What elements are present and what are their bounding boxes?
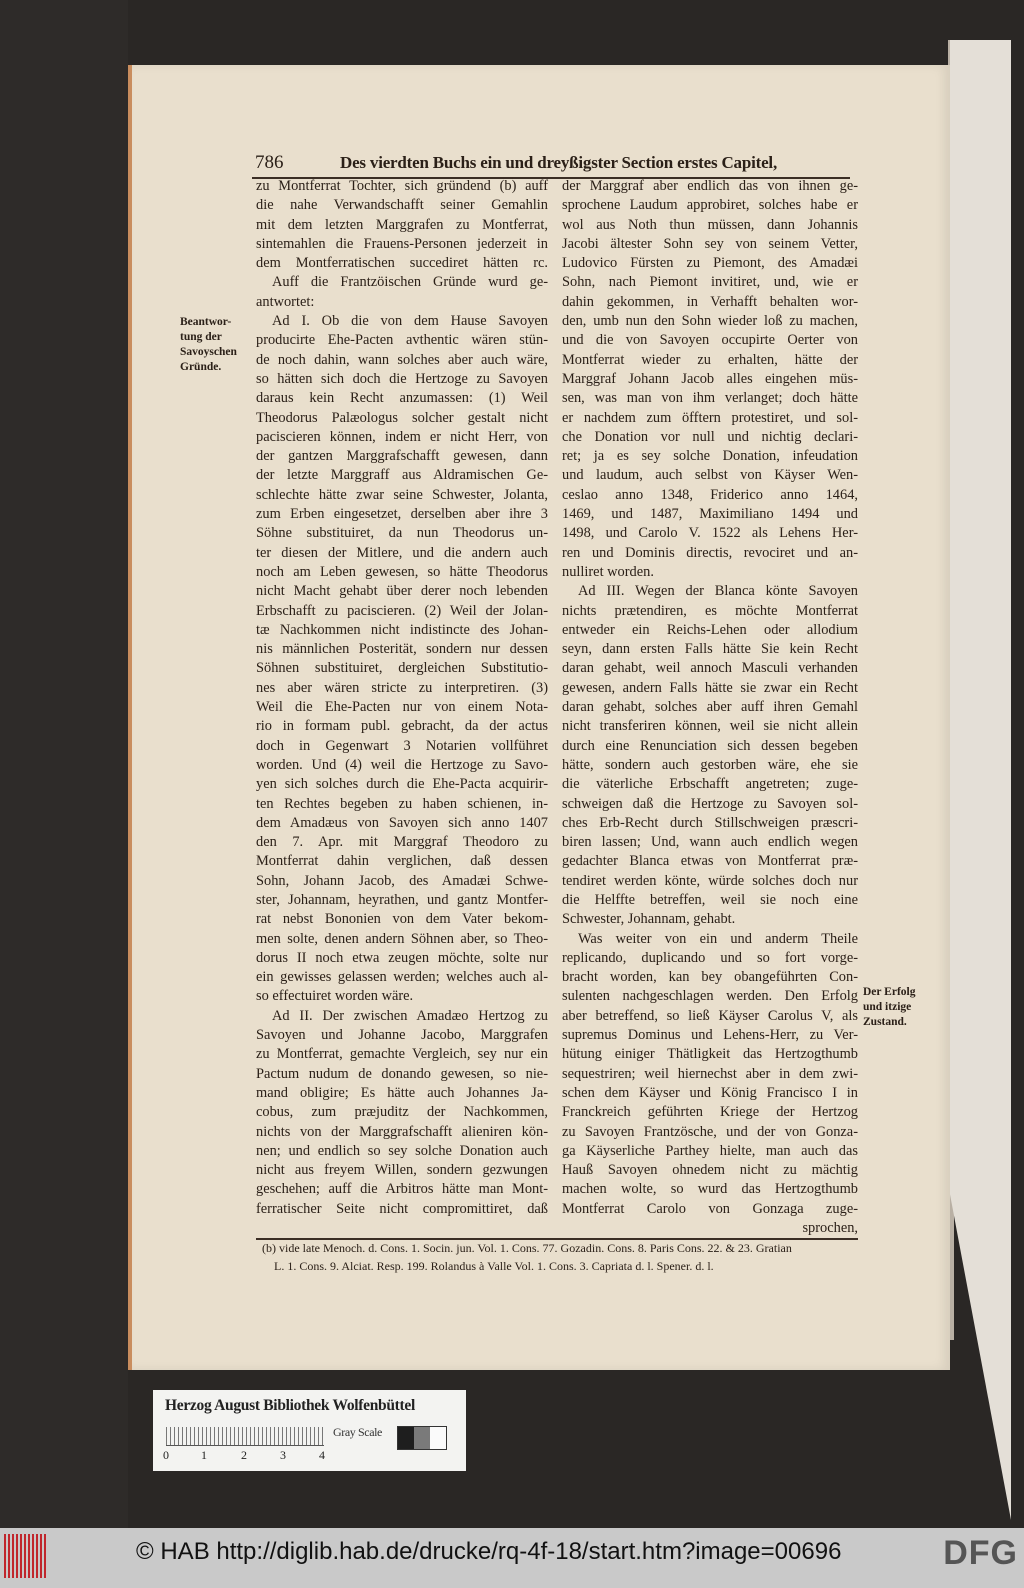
text-line: Ad I. Ob die von dem Hause Savoyen: [272, 313, 548, 330]
text-line: 1498, und Carolo V. 1522 als Lehens Her-: [562, 525, 858, 542]
text-line: Montferrat dahin verglichen, daß dessen: [256, 853, 548, 870]
viewer-footer: [0, 1528, 1024, 1588]
page-header: [255, 152, 850, 178]
text-line: Ad II. Der zwischen Amadæo Hertzog zu: [272, 1007, 548, 1024]
text-line: gewesen, andern Falls hätte sie zwar ein Recht: [562, 679, 858, 696]
copyright-url[interactable]: © HAB http://diglib.hab.de/drucke/rq-4f-18/start.htm?image=00696: [136, 1538, 842, 1565]
text-line: producirte Ehe-Pacten avthentic wären stün-: [256, 332, 548, 349]
footnote: [262, 1239, 858, 1275]
text-line: Weil die Ehe-Pacten nur von einem Nota-: [256, 699, 548, 716]
text-line: der gantzen Marggrafschafft gewesen, dann: [256, 448, 548, 465]
text-line: nicht aus freyem Willen, sondern gezwungen: [256, 1162, 548, 1179]
text-line: worden. Und (4) weil die Hertzoge zu Savo-: [256, 756, 548, 773]
text-line: biren lassen; Und, wann auch endlich wegen: [562, 834, 858, 851]
text-line: so effectuiret worden wäre.: [256, 988, 414, 1005]
margin-note-line: Gründe.: [180, 361, 222, 373]
text-line: aber betreffend, so ließ Käyser Carolus V, als: [562, 1007, 858, 1024]
dfg-logo: DFG: [943, 1534, 1018, 1572]
text-line: replicando, duplicando und so fort vorge-: [562, 949, 858, 966]
text-line: so hätten sich doch die Hertzoge zu Savoyen: [256, 370, 548, 387]
text-line: dorus II noch etwa zeugen möchte, solte nur: [256, 949, 548, 966]
text-line: cobus, zum præjuditz der Nachkommen,: [256, 1104, 548, 1121]
text-line: Sohn, Johann Jacob, des Amadæi Schwe-: [256, 872, 548, 889]
text-line: sulenten nachgeschlagen werden. Den Erfolg: [562, 988, 858, 1005]
text-line: Söhne substituiret, da nun Theodorus un-: [256, 525, 548, 542]
text-line: die väterliche Erbschafft angetreten; zuge-: [562, 776, 858, 793]
text-line: Söhnen substituiret, dergleichen Substitutio-: [256, 660, 548, 677]
text-line: die Helffte betreffen, weil sie noch eine: [562, 891, 858, 908]
text-line: entweder ein Reichs-Lehen oder allodium: [562, 621, 858, 638]
text-line: rat nebst Bononien von dem Vater bekom-: [256, 911, 548, 928]
ruler-number: 4: [319, 1448, 325, 1462]
text-line: Ad III. Wegen der Blanca könte Savoyen: [578, 583, 858, 600]
text-line: sintemahlen die Frauens-Personen jederzeit in: [256, 235, 548, 252]
margin-note-left: [180, 315, 237, 375]
text-line: ster, Johannam, heyrathen, und gantz Montfer-: [256, 891, 548, 908]
library-name: Herzog August Bibliothek Wolfenbüttel: [165, 1397, 415, 1414]
text-line: den 7. Apr. mit Marggraf Theodoro zu: [256, 834, 548, 851]
text-line: die nahe Verwandschafft seiner Gemahlin: [256, 197, 548, 214]
margin-note-line: Der Erfolg: [863, 986, 916, 998]
text-line: dahin gekommen, in Verhafft behalten wor-: [562, 293, 858, 310]
running-title: Des vierdten Buchs ein und dreyßigster Section erstes Capitel,: [340, 153, 777, 172]
facing-page-edge: [950, 40, 1011, 1520]
text-line: nen; und endlich so sey solche Donation auch: [256, 1142, 548, 1159]
library-color-target: [153, 1390, 466, 1471]
text-line: seyn, dann ersten Falls hätte Sie kein Recht: [562, 641, 858, 658]
text-line: Montferrat Carolo von Gonzaga zuge-: [562, 1200, 858, 1217]
text-line: nichts prætendiren, es möchte Montferrat: [562, 602, 858, 619]
margin-note-line: Beantwor-: [180, 316, 232, 328]
text-line: ten Rechtes begeben zu haben schienen, in-: [256, 795, 548, 812]
text-line: paciscieren können, indem er nicht Herr, von: [256, 428, 548, 445]
text-line: schweigen daß die Hertzoge zu Savoyen sol-: [562, 795, 858, 812]
text-column-right: [562, 177, 858, 1238]
text-line: antwortet:: [256, 293, 315, 310]
text-line: dem Amadæus von Savoyen sich anno 1407: [256, 814, 548, 831]
text-line: ferratischer Seite nicht compromittiret, daß: [256, 1200, 548, 1217]
text-line: supremus Dominus und Lehens-Herr, zu Ver-: [562, 1027, 858, 1044]
text-line: Marggraf Johann Jacob alles eingehen müs-: [562, 370, 858, 387]
text-line: er nachdem zum öfftern protestiret, und sol-: [562, 409, 858, 426]
text-line: Erbschafft zu paciscieren. (2) Weil der Jolan-: [256, 602, 548, 619]
text-line: sprochene Laudum approbiret, solches habe er: [562, 197, 858, 214]
text-line: daran gehabt, solches aber auff ihren Gemahl: [562, 699, 858, 716]
text-line: Theodorus Palæologus solcher gestalt nicht: [256, 409, 548, 426]
text-line: zum Erben eingesetzet, derselben aber ihre 3: [256, 506, 548, 523]
text-line: Pactum nudum de donando gewesen, so nie-: [256, 1065, 548, 1082]
hab-logo-icon: [4, 1534, 46, 1578]
text-line: schen dem Käyser und König Francisco I in: [562, 1084, 858, 1101]
text-line: Savoyen und Johanne Jacobo, Marggrafen: [256, 1027, 548, 1044]
text-line: und die von Savoyen occupirte Oerter von: [562, 332, 858, 349]
margin-note-line: und itzige: [863, 1001, 912, 1013]
ruler-number: 3: [280, 1448, 286, 1462]
text-line: sprochen,: [802, 1220, 858, 1237]
text-line: hätte, sondern auch gestorben wäre, ehe sie: [562, 756, 858, 773]
footnote-line: L. 1. Cons. 9. Alciat. Resp. 199. Rolandus à Valle Vol. 1. Cons. 3. Capriata d. l. Spener. d. l.: [274, 1259, 714, 1273]
text-line: den, umb nun den Sohn wieder loß zu machen,: [562, 313, 858, 330]
text-line: sequestriren; weil hiernechst aber in dem zwi-: [562, 1065, 858, 1082]
text-line: machen wolte, so wurd das Hertzogthumb: [562, 1181, 858, 1198]
text-line: schlechte hätte zwar seine Schwester, Jolanta,: [256, 486, 548, 503]
text-line: nes aber wären stricte zu interpretiren. (3): [256, 679, 548, 696]
page-number: 786: [255, 152, 284, 173]
text-line: nis männlichen Posterität, sondern nur dessen: [256, 641, 548, 658]
ruler-number: 1: [201, 1448, 207, 1462]
margin-note-line: Savoyschen: [180, 346, 237, 358]
text-line: zu Montferrat, gemachte Vergleich, sey nur ein: [256, 1046, 548, 1063]
gray-scale-swatch: [397, 1426, 447, 1450]
text-line: Hauß Savoyen ohnedem nicht zu mächtig: [562, 1162, 858, 1179]
text-line: dem Montferratischen succediret hätten rc.: [256, 255, 548, 272]
text-line: Franckreich geführten Kriege der Hertzog: [562, 1104, 858, 1121]
text-line: sen, was man von ihm verlanget; doch hätte: [562, 390, 858, 407]
ruler-number: 0: [163, 1448, 169, 1462]
text-line: gedachter Blanca etwas von Montferrat præ-: [562, 853, 858, 870]
scan-background: [0, 0, 128, 1528]
gray-scale-label: Gray Scale: [333, 1425, 382, 1439]
text-line: bracht worden, kan bey obangeführten Con-: [562, 969, 858, 986]
text-line: men solte, denen andern Söhnen aber, so Theo-: [256, 930, 548, 947]
text-line: ga Käyserliche Parthey hielte, man auch das: [562, 1142, 858, 1159]
text-line: nulliret worden.: [562, 563, 654, 580]
footnote-line: (b) vide late Menoch. d. Cons. 1. Socin. jun. Vol. 1. Cons. 77. Gozadin. Cons. 8. Paris Cons. 22. & 23. Gratian: [262, 1241, 792, 1255]
text-line: noch am Leben gewesen, so hätte Theodorus: [256, 563, 548, 580]
text-line: nicht Macht gehabt über derer noch lebenden: [256, 583, 548, 600]
margin-note-line: Zustand.: [863, 1016, 907, 1028]
text-line: mand obligire; Es hätte auch Johannes Ja-: [256, 1084, 548, 1101]
text-line: ren und Dominis directis, revociret und an-: [562, 544, 858, 561]
text-line: zu Montferrat Tochter, sich gründend (b) auff: [256, 178, 548, 194]
text-line: Jacobi ältester Sohn sey von seinem Vetter,: [562, 235, 858, 252]
text-line: yen sich solches durch die Ehe-Pacta acquirir-: [256, 776, 548, 793]
text-column-left: [256, 177, 548, 1219]
text-line: ches Erb-Recht durch Stillschweigen præscri-: [562, 814, 858, 831]
text-line: wol aus Noth thun müssen, dann Johannis: [562, 216, 858, 233]
text-line: che Donation vor null und nichtig declari-: [562, 428, 858, 445]
text-line: der Marggraf aber endlich das von ihnen ge-: [562, 178, 858, 194]
text-line: geschehen; auff die Arbitros hätte man Mont-: [256, 1181, 548, 1198]
ruler-number: 2: [241, 1448, 247, 1462]
text-line: der letzte Marggraff aus Aldramischen Ge-: [256, 467, 548, 484]
text-line: tendiret werden könte, würde solches doch nur: [562, 872, 858, 889]
text-line: nichts von der Marggrafschafft alieniren kön-: [256, 1123, 548, 1140]
text-line: 1469, und 1487, Maximiliano 1494 und: [562, 506, 858, 523]
margin-note-right: [863, 985, 915, 1030]
text-line: Montferrat wieder zu erhalten, hätte der: [562, 351, 858, 368]
text-line: ret; ja es sey solche Donation, infeudation: [562, 448, 858, 465]
text-line: zu Savoyen Frantzösche, und der von Gonza-: [562, 1123, 858, 1140]
text-line: hütung einiger Thätligkeit das Hertzogthumb: [562, 1046, 858, 1063]
text-line: Auff die Frantzöischen Gründe wurd ge-: [272, 274, 548, 291]
text-line: Ludovico Fürsten zu Piemont, des Amadæi: [562, 255, 858, 272]
text-line: doch in Gegenwart 3 Notarien vollführet: [256, 737, 548, 754]
measurement-ruler: [166, 1427, 324, 1446]
text-line: rio in formam publ. gebracht, da der actus: [256, 718, 548, 735]
text-line: ter diesen der Mitlere, und die andern auch: [256, 544, 548, 561]
text-line: ein gewisses gelassen werden; welches auch al-: [256, 969, 548, 986]
text-line: daran gehabt, weil annoch Masculi verhanden: [562, 660, 858, 677]
text-line: Schwester, Johannam, gehabt.: [562, 911, 736, 928]
text-line: Sohn, nach Piemont invitiret, und, wie er: [562, 274, 858, 291]
text-line: mit dem letzten Marggrafen zu Montferrat,: [256, 216, 548, 233]
text-line: daraus kein Recht anzumassen: (1) Weil: [256, 390, 548, 407]
text-line: ceslao anno 1348, Friderico anno 1464,: [562, 486, 858, 503]
text-line: nicht transferiren können, weil sie nicht allein: [562, 718, 858, 735]
text-line: Was weiter von ein und anderm Theile: [578, 930, 858, 947]
text-line: de noch dahin, wann solches aber auch wäre,: [256, 351, 548, 368]
text-line: tæ Nachkommen nicht indistincte des Johan-: [256, 621, 548, 638]
text-line: und laudum, auch selbst von Käyser Wen-: [562, 467, 858, 484]
margin-note-line: tung der: [180, 331, 222, 343]
text-line: durch eine Renunciation sich dessen begeben: [562, 737, 858, 754]
